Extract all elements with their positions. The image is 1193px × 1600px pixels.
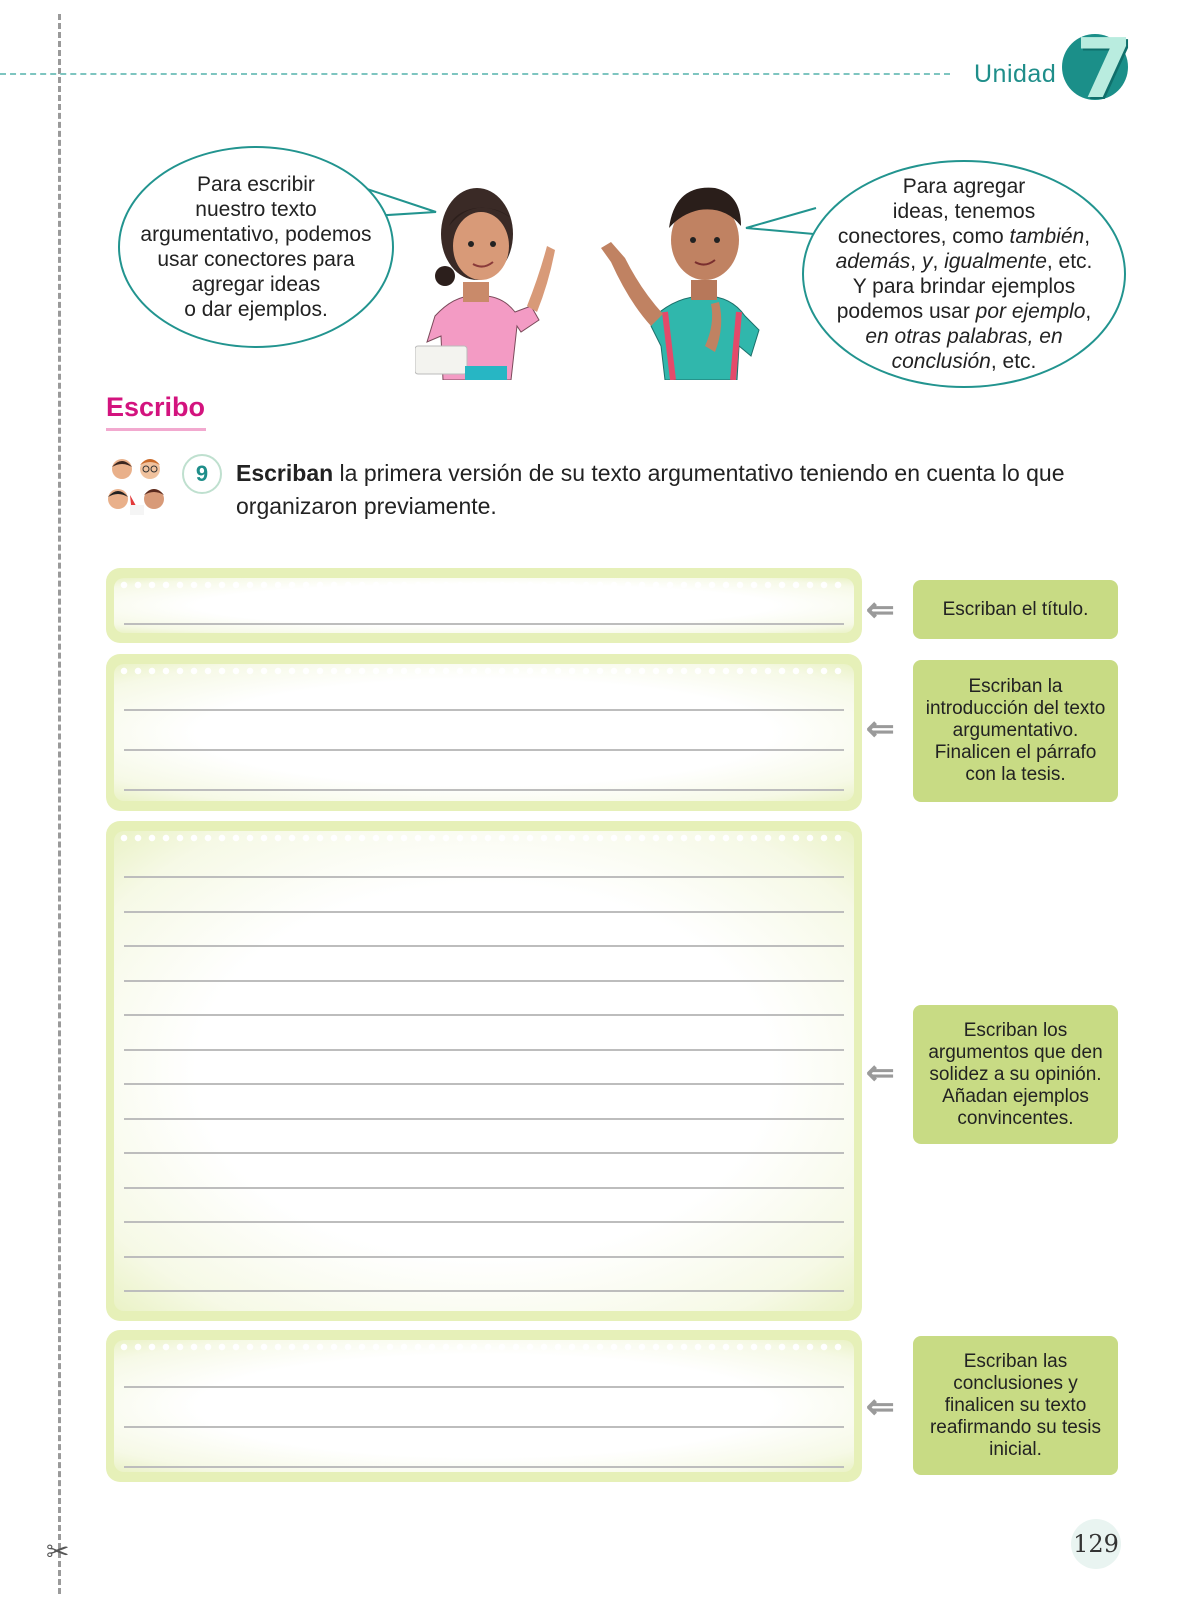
- bubble-line: nuestro texto: [195, 198, 317, 221]
- conclusions-writing-box[interactable]: [106, 1330, 862, 1482]
- writing-line[interactable]: [124, 1386, 844, 1388]
- writing-line[interactable]: [124, 911, 844, 913]
- girl-speech-bubble: [118, 146, 394, 348]
- bubble-line: Para escribir: [197, 173, 315, 196]
- writing-line[interactable]: [124, 945, 844, 947]
- writing-line[interactable]: [124, 876, 844, 878]
- connector-example: y: [921, 250, 933, 273]
- writing-line[interactable]: [124, 1049, 844, 1051]
- bubble-line: ,: [932, 250, 945, 273]
- connector-example: en otras palabras, en: [865, 325, 1063, 348]
- writing-line[interactable]: [124, 1290, 844, 1292]
- connector-example: conclusión: [891, 350, 991, 373]
- writing-line[interactable]: [124, 1014, 844, 1016]
- connector-example: por ejemplo: [975, 300, 1086, 323]
- introduction-writing-box[interactable]: [106, 654, 862, 811]
- bubble-line: , etc.: [990, 350, 1037, 373]
- writing-line[interactable]: [124, 1083, 844, 1085]
- introduction-note: Escriban la introducción del texto argumentativo. Finalicen el párrafo con la tesis.: [913, 660, 1118, 802]
- bubble-line: Y para brindar ejemplos: [852, 275, 1076, 298]
- instruction-verb: Escriban: [236, 460, 334, 486]
- bubble-line: ,: [910, 250, 922, 273]
- bubble-line: podemos usar: [836, 300, 976, 323]
- boy-figure: [601, 188, 759, 380]
- student-group-icon: [104, 455, 172, 519]
- writing-line[interactable]: [124, 1118, 844, 1120]
- arrow-left-icon: ⇐: [866, 710, 895, 748]
- bubble-line: , etc.: [1046, 250, 1093, 273]
- bubble-line: agregar ideas: [191, 273, 321, 296]
- arguments-writing-box[interactable]: [106, 821, 862, 1321]
- connector-example: igualmente: [944, 250, 1047, 273]
- writing-line[interactable]: [124, 1187, 844, 1189]
- notepad-holes: [120, 578, 848, 590]
- bubble-line: Para agregar: [902, 175, 1026, 198]
- writing-line[interactable]: [124, 980, 844, 982]
- arrow-left-icon: ⇐: [866, 1388, 895, 1426]
- writing-line[interactable]: [124, 1466, 844, 1468]
- writing-line[interactable]: [124, 1152, 844, 1154]
- notepad-holes: [120, 664, 848, 676]
- cut-line: [58, 14, 61, 1594]
- boy-speech-bubble: Para agregar ideas, tenemos conectores, como también, además, y, igualmente, etc. Y para brindar ejemplos podemos usar por ejemplo, en otras palabras, en conclusión, etc.: [802, 160, 1126, 388]
- bubble-line: o dar ejemplos.: [184, 298, 328, 321]
- instruction-text: la primera versión de su texto argumentativo teniendo en cuenta lo que organizaron previamente.: [236, 460, 1065, 519]
- writing-line[interactable]: [124, 709, 844, 711]
- girl-figure: [415, 188, 555, 380]
- page-number: 129: [1071, 1519, 1121, 1569]
- writing-line[interactable]: [124, 1426, 844, 1428]
- section-title: Escribo: [106, 392, 206, 422]
- activity-number: 9: [182, 454, 222, 494]
- notepad-holes: [120, 831, 848, 843]
- writing-line[interactable]: [124, 623, 844, 625]
- arguments-note: Escriban los argumentos que den solidez a su opinión. Añadan ejemplos convincentes.: [913, 1005, 1118, 1144]
- connector-example: además: [835, 250, 911, 273]
- header-rule: [0, 73, 950, 75]
- title-writing-box[interactable]: [106, 568, 862, 643]
- writing-line[interactable]: [124, 789, 844, 791]
- activity-instruction: [236, 457, 1116, 523]
- unit-label: Unidad: [974, 60, 1057, 88]
- writing-line[interactable]: [124, 1256, 844, 1258]
- writing-line[interactable]: [124, 1221, 844, 1223]
- notepad-holes: [120, 1340, 848, 1352]
- bubble-line: argumentativo, podemos: [140, 223, 372, 246]
- writing-line[interactable]: [124, 749, 844, 751]
- unit-number: 7: [1075, 22, 1133, 117]
- scissors-icon: ✂: [46, 1536, 70, 1567]
- bubble-line: conectores, como: [837, 225, 1010, 248]
- bubble-line: ideas, tenemos: [892, 200, 1036, 223]
- arrow-left-icon: ⇐: [866, 591, 895, 629]
- section-title-underline: [106, 428, 206, 431]
- conclusions-note: Escriban las conclusiones y finalicen su texto reafirmando su tesis inicial.: [913, 1336, 1118, 1475]
- children-illustration: [415, 166, 805, 380]
- connector-example: también: [1009, 225, 1085, 248]
- arrow-left-icon: ⇐: [866, 1054, 895, 1092]
- title-note: Escriban el título.: [913, 580, 1118, 639]
- bubble-line: usar conectores para: [157, 248, 355, 271]
